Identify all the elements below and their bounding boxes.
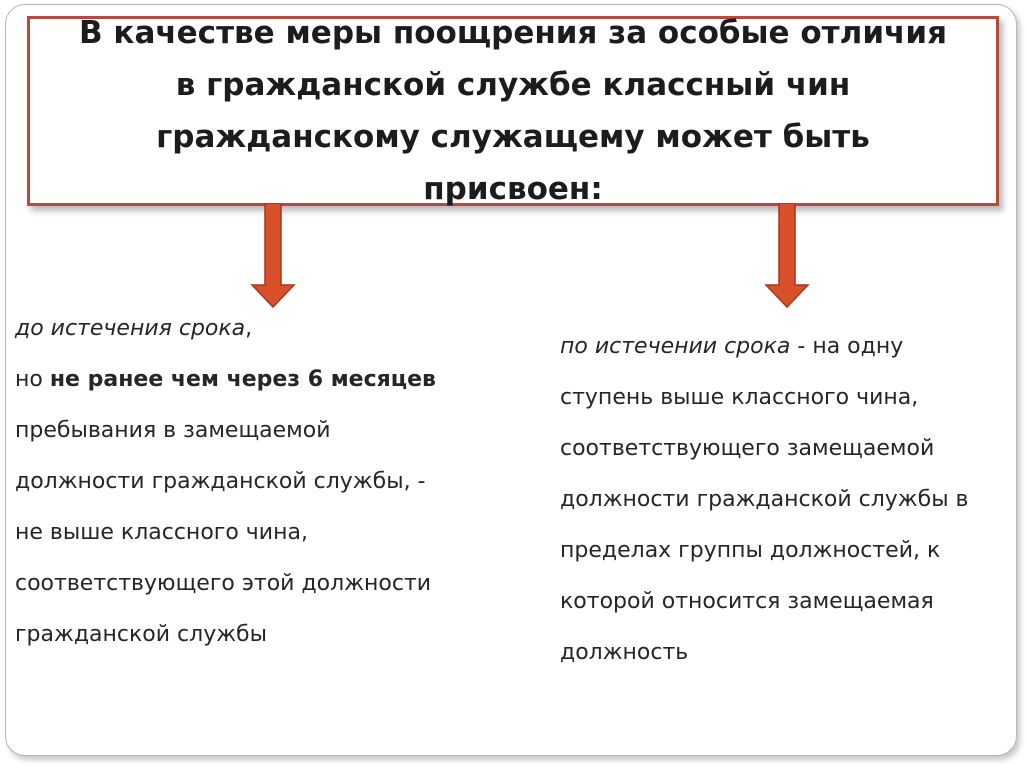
left-line-4: должности гражданской службы, - (15, 469, 426, 494)
right-line-4: должности гражданской службы в (560, 487, 969, 512)
left-line2-prefix: но (15, 367, 50, 392)
arrow-down-left-icon (250, 203, 296, 309)
right-lead-tail: - на одну (790, 334, 904, 359)
left-line2-bold: не ранее чем через 6 месяцев (49, 367, 436, 392)
left-line-5: не выше классного чина, (15, 520, 308, 545)
right-line-2: ступень выше классного чина, (560, 385, 919, 410)
right-line-7: должность (560, 640, 689, 665)
right-branch-text (560, 321, 1020, 678)
left-lead-tail: , (245, 316, 253, 341)
right-lead-italic: по истечении срока (560, 334, 791, 359)
left-line-2 (15, 354, 515, 405)
left-lead-italic: до истечения срока (15, 316, 246, 341)
right-line-3: соответствующего замещаемой (560, 436, 935, 461)
arrow-down-right-icon (764, 203, 810, 309)
right-line-1 (560, 321, 1020, 372)
left-line-3: пребывания в замещаемой (15, 418, 331, 443)
left-line-1 (15, 303, 515, 354)
left-line-7: гражданской службы (15, 622, 267, 647)
title-box (27, 16, 999, 206)
right-line-5: пределах группы должностей, к (560, 538, 941, 563)
left-line-6: соответствующего этой должности (15, 571, 432, 596)
title-text: В качестве меры поощрения за особые отличия в гражданской службе классный чин гражданскому служащему может быть присвоен: (79, 15, 947, 207)
right-line-6: которой относится замещаемая (560, 589, 934, 614)
left-branch-text (15, 303, 515, 660)
